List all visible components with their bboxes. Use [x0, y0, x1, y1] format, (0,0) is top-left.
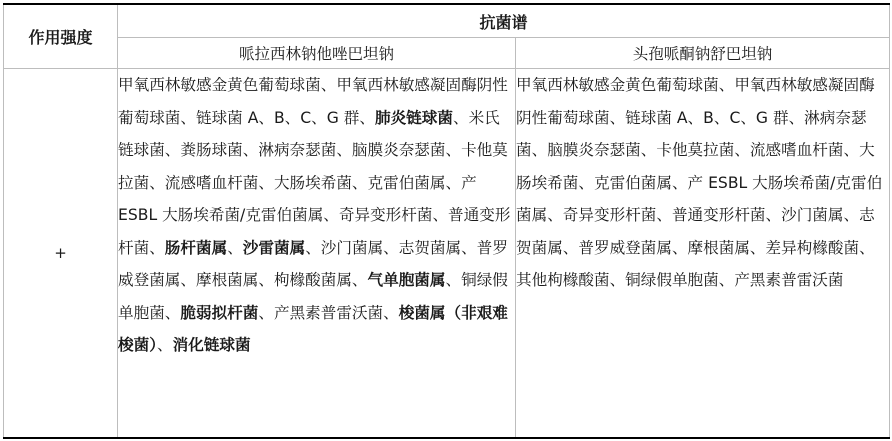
strength-value: +: [4, 69, 118, 439]
organism-text: 、产黑素普雷沃菌、: [258, 303, 399, 322]
organism-text: 甲氧西林敏感金黄色葡萄球菌、甲氧西林敏感凝固酶阴性葡萄球菌、链球菌 A、B、C、G 群、淋病奈瑟菌、脑膜炎奈瑟菌、卡他莫拉菌、流感嗜血杆菌、大肠埃希菌、克雷伯菌属、产 ESBL 大肠埃希菌/克雷伯菌属、奇异变形杆菌、普通变形杆菌、沙门菌属、志贺菌属、普罗威登菌属、摩根菌属、差异枸橼酸菌、其他枸橼酸菌、铜绿假单胞菌、产黑素普雷沃菌: [516, 76, 883, 289]
organism-highlight: 梭菌属（非艰难梭菌）: [118, 303, 508, 354]
drug-header-cefoperazone-sulbactam: 头孢哌酮钠舒巴坦钠: [516, 38, 890, 69]
organism-highlight: 气单胞菌属: [367, 271, 446, 289]
organism-text: 、米氏链球菌、粪肠球菌、淋病奈瑟菌、脑膜炎奈瑟菌、卡他莫拉菌、流感嗜血杆菌、大肠埃希菌、克雷伯菌属、产 ESBL 大肠埃希菌/克雷伯菌属、奇异变形杆菌、普通变形杆菌、: [118, 108, 511, 257]
organism-highlight: 肺炎链球菌: [374, 108, 453, 127]
organism-highlight: 消化链球菌: [172, 336, 251, 354]
drug-header-piperacillin-tazobactam: 哌拉西林钠他唑巴坦钠: [118, 38, 516, 69]
spectrum-cell-drug1: [118, 69, 516, 439]
organism-highlight: 肠杆菌属: [164, 238, 228, 257]
organism-text: 、: [156, 336, 173, 354]
organism-highlight: 脆弱拟杆菌: [180, 303, 259, 322]
spectrum-cell-drug2: [516, 69, 890, 439]
strength-header: 作用强度: [4, 4, 118, 69]
organism-text: 、: [227, 238, 243, 257]
organism-text: 、铜绿假单胞菌、: [118, 271, 508, 322]
organism-highlight: 沙雷菌属: [242, 238, 306, 257]
spectrum-header: 抗菌谱: [118, 4, 890, 38]
organism-text: 甲氧西林敏感金黄色葡萄球菌、甲氧西林敏感凝固酶阴性葡萄球菌、链球菌 A、B、C、G 群、: [118, 76, 508, 127]
organism-text: 、沙门菌属、志贺菌属、普罗威登菌属、摩根菌属、枸橼酸菌属、: [118, 238, 508, 289]
antibacterial-spectrum-table: [3, 3, 890, 439]
